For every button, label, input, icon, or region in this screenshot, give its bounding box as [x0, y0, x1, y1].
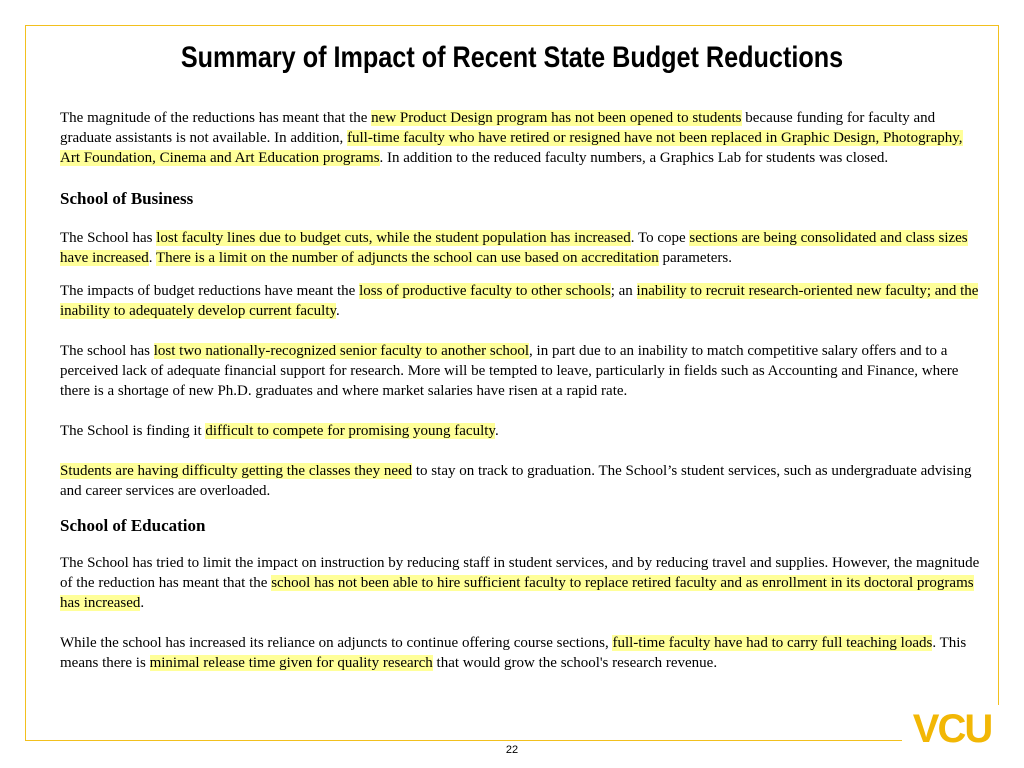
- highlighted-text: new Product Design program has not been opened to students: [371, 110, 742, 126]
- page-number: 22: [505, 744, 519, 756]
- highlighted-text: inability to recruit research-oriented new faculty; and the inability to adequately develop current faculty: [60, 283, 979, 319]
- highlighted-text: lost two nationally-recognized senior faculty to another school: [153, 343, 530, 359]
- slide-body: [60, 108, 985, 673]
- highlighted-text: There is a limit on the number of adjuncts the school can use based on accreditation: [155, 250, 659, 266]
- text-run: The School has: [60, 230, 157, 246]
- highlighted-text: lost faculty lines due to budget cuts, while the student population has increased: [156, 230, 631, 246]
- education-paragraph-1: [60, 553, 985, 613]
- business-paragraph-1: [60, 228, 985, 268]
- text-run: .: [140, 595, 145, 611]
- highlighted-text: difficult to compete for promising young faculty: [205, 423, 495, 439]
- text-run: The magnitude of the reductions has meant that the: [60, 110, 372, 126]
- business-paragraph-4: [60, 421, 985, 441]
- business-heading: School of Business: [60, 189, 194, 208]
- text-run: because funding for faculty and graduate assistants is not available. In addition,: [60, 110, 936, 146]
- vcu-logo-text: VCU: [912, 707, 992, 751]
- education-paragraph-2: [60, 633, 985, 673]
- highlighted-text: minimal release time given for quality research: [149, 655, 433, 671]
- highlighted-text: Students are having difficulty getting the classes they need: [60, 463, 413, 479]
- text-run: .: [148, 250, 156, 266]
- business-paragraph-2: [60, 281, 985, 321]
- intro-paragraph: [60, 108, 985, 168]
- text-run: to stay on track to graduation. The School’s student services, such as undergraduate advising and career services are overloaded.: [60, 463, 972, 499]
- text-run: The impacts of budget reductions have meant the: [60, 283, 360, 299]
- business-paragraph-5: [60, 461, 985, 501]
- text-run: parameters.: [658, 250, 732, 266]
- text-run: The school has: [60, 343, 154, 359]
- education-heading: School of Education: [60, 516, 206, 535]
- text-run: ; an: [610, 283, 637, 299]
- text-run: The School has tried to limit the impact on instruction by reducing staff in student services, and by reducing travel and supplies. However, the magnitude of the reduction has meant that the: [60, 555, 980, 591]
- text-run: that would grow the school's research revenue.: [432, 655, 718, 671]
- text-run: While the school has increased its reliance on adjuncts to continue offering course sections,: [60, 635, 613, 651]
- text-run: .: [494, 423, 499, 439]
- text-run: . In addition to the reduced faculty numbers, a Graphics Lab for students was closed.: [379, 150, 889, 166]
- text-run: . To cope: [630, 230, 690, 246]
- highlighted-text: loss of productive faculty to other schools: [359, 283, 611, 299]
- text-run: , in part due to an inability to match competitive salary offers and to a perceived lack of adequate financial support for research. More will be tempted to leave, particularly in fields such as Accounting and Finance, where there is a shortage of new Ph.D. graduates and where market salaries have risen at a rapid rate.: [60, 343, 959, 399]
- highlighted-text: full-time faculty who have retired or resigned have not been replaced in Graphic Design, Photography, Art Foundation, Cinema and Art Education programs: [60, 130, 963, 166]
- text-run: . This means there is: [60, 635, 967, 671]
- text-run: .: [336, 303, 340, 319]
- slide-title: Summary of Impact of Recent State Budget Reductions: [180, 41, 844, 74]
- highlighted-text: full-time faculty have had to carry full teaching loads: [612, 635, 933, 651]
- highlighted-text: school has not been able to hire sufficient faculty to replace retired faculty and as enrollment in its doctoral programs has increased: [60, 575, 974, 611]
- text-run: The School is finding it: [60, 423, 206, 439]
- business-paragraph-3: [60, 341, 985, 401]
- highlighted-text: sections are being consolidated and class sizes have increased: [60, 230, 968, 266]
